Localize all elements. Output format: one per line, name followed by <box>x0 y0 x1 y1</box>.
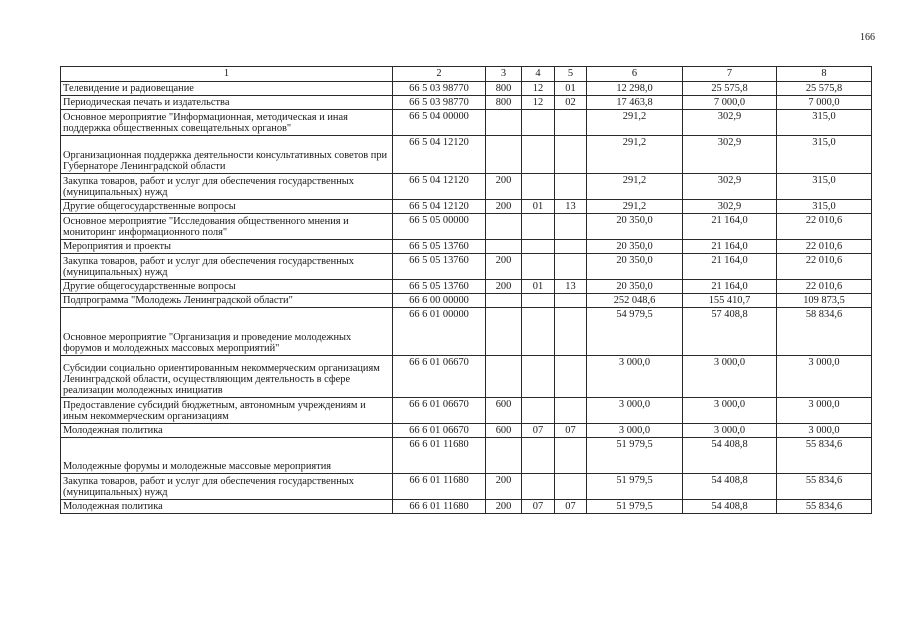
row-name: Основное мероприятие "Информационная, методическая и иная поддержка общественных совещательных органов" <box>61 110 393 136</box>
target-code: 66 5 03 98770 <box>393 82 486 96</box>
header-col-7: 7 <box>683 67 777 82</box>
amount-year-2: 21 164,0 <box>683 214 777 240</box>
budget-table <box>60 66 872 514</box>
amount-year-3: 22 010,6 <box>777 254 872 280</box>
row-name: Закупка товаров, работ и услуг для обеспечения государственных (муниципальных) нужд <box>61 474 393 500</box>
section <box>522 136 555 174</box>
subsection: 02 <box>555 96 587 110</box>
row-name: Другие общегосударственные вопросы <box>61 280 393 294</box>
amount-year-2: 57 408,8 <box>683 308 777 356</box>
subsection <box>555 398 587 424</box>
header-col-8: 8 <box>777 67 872 82</box>
subsection: 01 <box>555 82 587 96</box>
target-code: 66 6 01 11680 <box>393 438 486 474</box>
amount-year-3: 315,0 <box>777 110 872 136</box>
amount-year-1: 291,2 <box>587 136 683 174</box>
amount-year-1: 51 979,5 <box>587 474 683 500</box>
amount-year-2: 3 000,0 <box>683 398 777 424</box>
target-code: 66 6 00 00000 <box>393 294 486 308</box>
target-code: 66 5 04 00000 <box>393 110 486 136</box>
expense-type <box>486 308 522 356</box>
table-row <box>61 200 872 214</box>
amount-year-2: 54 408,8 <box>683 500 777 514</box>
amount-year-2: 3 000,0 <box>683 424 777 438</box>
subsection <box>555 240 587 254</box>
row-name: Молодежная политика <box>61 424 393 438</box>
amount-year-1: 54 979,5 <box>587 308 683 356</box>
row-name: Основное мероприятие "Исследования общественного мнения и мониторинг информационного поля" <box>61 214 393 240</box>
table-row <box>61 214 872 240</box>
target-code: 66 6 01 06670 <box>393 356 486 398</box>
subsection <box>555 438 587 474</box>
expense-type <box>486 240 522 254</box>
header-col-3: 3 <box>486 67 522 82</box>
subsection: 07 <box>555 500 587 514</box>
table-row <box>61 356 872 398</box>
amount-year-2: 54 408,8 <box>683 438 777 474</box>
amount-year-1: 20 350,0 <box>587 254 683 280</box>
row-name: Подпрограмма "Молодежь Ленинградской области" <box>61 294 393 308</box>
table-row <box>61 174 872 200</box>
amount-year-1: 17 463,8 <box>587 96 683 110</box>
expense-type: 200 <box>486 200 522 214</box>
header-col-6: 6 <box>587 67 683 82</box>
target-code: 66 5 05 00000 <box>393 214 486 240</box>
amount-year-1: 3 000,0 <box>587 398 683 424</box>
row-name: Предоставление субсидий бюджетным, автономным учреждениям и иным некоммерческим организациям <box>61 398 393 424</box>
expense-type: 600 <box>486 398 522 424</box>
amount-year-2: 302,9 <box>683 200 777 214</box>
row-name: Закупка товаров, работ и услуг для обеспечения государственных (муниципальных) нужд <box>61 254 393 280</box>
amount-year-2: 21 164,0 <box>683 280 777 294</box>
expense-type: 200 <box>486 254 522 280</box>
table-row <box>61 438 872 474</box>
amount-year-2: 54 408,8 <box>683 474 777 500</box>
table-row <box>61 136 872 174</box>
table-row <box>61 294 872 308</box>
row-name: Мероприятия и проекты <box>61 240 393 254</box>
subsection <box>555 356 587 398</box>
section <box>522 474 555 500</box>
header-col-4: 4 <box>522 67 555 82</box>
amount-year-3: 3 000,0 <box>777 398 872 424</box>
row-name: Основное мероприятие "Организация и проведение молодежных форумов и молодежных массовых мероприятий" <box>61 308 393 356</box>
expense-type: 800 <box>486 96 522 110</box>
section: 12 <box>522 96 555 110</box>
amount-year-3: 109 873,5 <box>777 294 872 308</box>
table-body <box>61 82 872 514</box>
amount-year-2: 7 000,0 <box>683 96 777 110</box>
expense-type <box>486 110 522 136</box>
subsection <box>555 474 587 500</box>
row-name: Закупка товаров, работ и услуг для обеспечения государственных (муниципальных) нужд <box>61 174 393 200</box>
row-name: Субсидии социально ориентированным некоммерческим организациям Ленинградской области, осуществляющим деятельность в сфере реализации молодежных инициатив <box>61 356 393 398</box>
row-name: Организационная поддержка деятельности консультативных советов при Губернаторе Ленинградской области <box>61 136 393 174</box>
section <box>522 356 555 398</box>
target-code: 66 6 01 06670 <box>393 398 486 424</box>
expense-type: 600 <box>486 424 522 438</box>
amount-year-1: 12 298,0 <box>587 82 683 96</box>
amount-year-3: 315,0 <box>777 136 872 174</box>
target-code: 66 5 03 98770 <box>393 96 486 110</box>
amount-year-2: 155 410,7 <box>683 294 777 308</box>
section: 01 <box>522 280 555 294</box>
amount-year-1: 51 979,5 <box>587 500 683 514</box>
subsection: 07 <box>555 424 587 438</box>
header-row <box>61 67 872 82</box>
amount-year-3: 55 834,6 <box>777 500 872 514</box>
amount-year-3: 25 575,8 <box>777 82 872 96</box>
section <box>522 110 555 136</box>
expense-type <box>486 356 522 398</box>
table-row <box>61 500 872 514</box>
amount-year-3: 22 010,6 <box>777 214 872 240</box>
header-col-5: 5 <box>555 67 587 82</box>
subsection <box>555 214 587 240</box>
page-number: 166 <box>860 32 875 43</box>
amount-year-1: 20 350,0 <box>587 214 683 240</box>
expense-type: 200 <box>486 174 522 200</box>
amount-year-3: 7 000,0 <box>777 96 872 110</box>
amount-year-1: 291,2 <box>587 200 683 214</box>
target-code: 66 5 05 13760 <box>393 240 486 254</box>
table-row <box>61 398 872 424</box>
expense-type: 200 <box>486 474 522 500</box>
expense-type <box>486 214 522 240</box>
amount-year-3: 3 000,0 <box>777 424 872 438</box>
table-row <box>61 240 872 254</box>
amount-year-1: 20 350,0 <box>587 280 683 294</box>
subsection <box>555 308 587 356</box>
row-name: Молодежные форумы и молодежные массовые мероприятия <box>61 438 393 474</box>
table-row <box>61 96 872 110</box>
amount-year-2: 3 000,0 <box>683 356 777 398</box>
subsection <box>555 136 587 174</box>
amount-year-1: 3 000,0 <box>587 424 683 438</box>
amount-year-3: 55 834,6 <box>777 474 872 500</box>
amount-year-2: 21 164,0 <box>683 240 777 254</box>
amount-year-2: 302,9 <box>683 110 777 136</box>
target-code: 66 5 05 13760 <box>393 280 486 294</box>
table-row <box>61 110 872 136</box>
amount-year-2: 25 575,8 <box>683 82 777 96</box>
section <box>522 438 555 474</box>
expense-type: 200 <box>486 500 522 514</box>
amount-year-3: 315,0 <box>777 200 872 214</box>
row-name: Телевидение и радиовещание <box>61 82 393 96</box>
expense-type <box>486 294 522 308</box>
amount-year-3: 22 010,6 <box>777 240 872 254</box>
section <box>522 214 555 240</box>
section <box>522 240 555 254</box>
amount-year-3: 3 000,0 <box>777 356 872 398</box>
target-code: 66 6 01 11680 <box>393 500 486 514</box>
section <box>522 174 555 200</box>
expense-type: 200 <box>486 280 522 294</box>
subsection <box>555 174 587 200</box>
amount-year-2: 302,9 <box>683 136 777 174</box>
amount-year-1: 20 350,0 <box>587 240 683 254</box>
table-row <box>61 82 872 96</box>
expense-type <box>486 438 522 474</box>
subsection: 13 <box>555 280 587 294</box>
amount-year-3: 58 834,6 <box>777 308 872 356</box>
target-code: 66 5 05 13760 <box>393 254 486 280</box>
target-code: 66 6 01 11680 <box>393 474 486 500</box>
amount-year-2: 21 164,0 <box>683 254 777 280</box>
table-row <box>61 474 872 500</box>
subsection <box>555 254 587 280</box>
target-code: 66 5 04 12120 <box>393 174 486 200</box>
row-name: Другие общегосударственные вопросы <box>61 200 393 214</box>
amount-year-1: 252 048,6 <box>587 294 683 308</box>
subsection <box>555 294 587 308</box>
section <box>522 308 555 356</box>
table-row <box>61 424 872 438</box>
expense-type <box>486 136 522 174</box>
table-row <box>61 308 872 356</box>
table-row <box>61 254 872 280</box>
section: 01 <box>522 200 555 214</box>
section <box>522 398 555 424</box>
amount-year-2: 302,9 <box>683 174 777 200</box>
row-name: Молодежная политика <box>61 500 393 514</box>
amount-year-3: 55 834,6 <box>777 438 872 474</box>
table-row <box>61 280 872 294</box>
amount-year-1: 3 000,0 <box>587 356 683 398</box>
target-code: 66 5 04 12120 <box>393 136 486 174</box>
target-code: 66 5 04 12120 <box>393 200 486 214</box>
row-name: Периодическая печать и издательства <box>61 96 393 110</box>
amount-year-3: 315,0 <box>777 174 872 200</box>
subsection: 13 <box>555 200 587 214</box>
target-code: 66 6 01 06670 <box>393 424 486 438</box>
header-col-1: 1 <box>61 67 393 82</box>
amount-year-1: 291,2 <box>587 110 683 136</box>
section <box>522 254 555 280</box>
amount-year-3: 22 010,6 <box>777 280 872 294</box>
target-code: 66 6 01 00000 <box>393 308 486 356</box>
section: 07 <box>522 500 555 514</box>
expense-type: 800 <box>486 82 522 96</box>
amount-year-1: 51 979,5 <box>587 438 683 474</box>
subsection <box>555 110 587 136</box>
section <box>522 294 555 308</box>
section: 12 <box>522 82 555 96</box>
header-col-2: 2 <box>393 67 486 82</box>
section: 07 <box>522 424 555 438</box>
amount-year-1: 291,2 <box>587 174 683 200</box>
